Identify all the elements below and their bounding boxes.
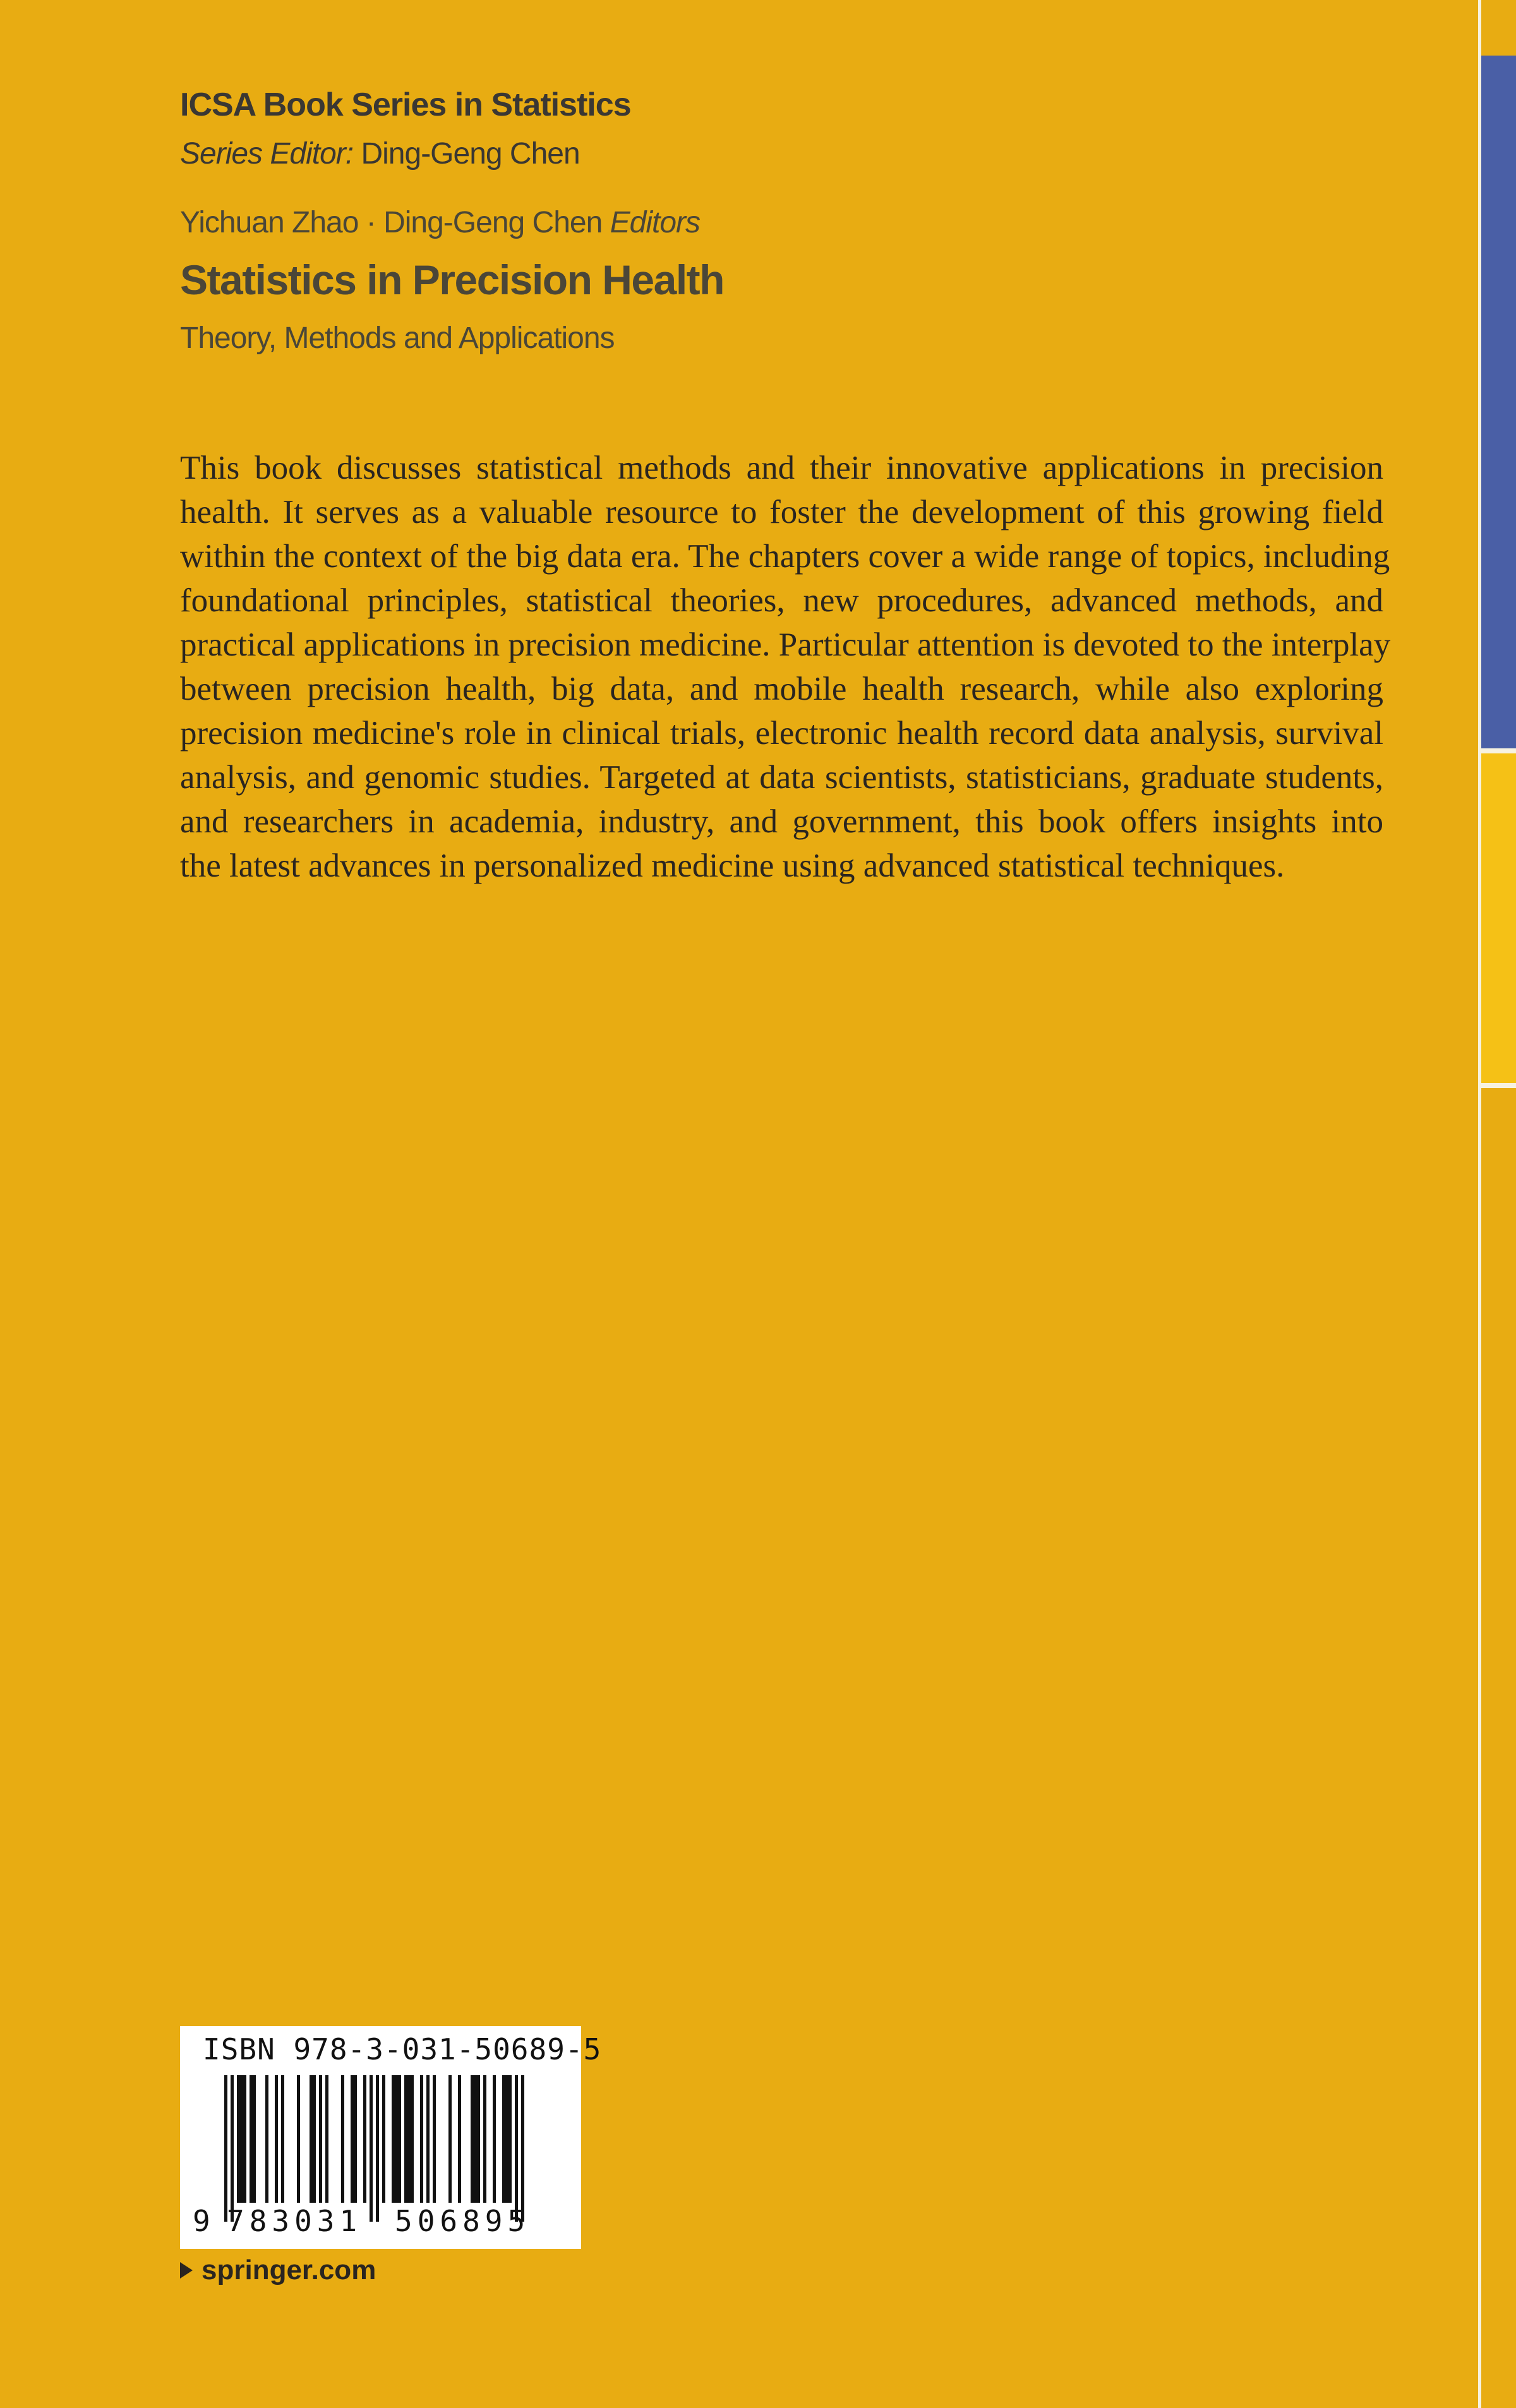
- barcode-bar: [363, 2075, 366, 2203]
- barcode-bar: [433, 2075, 436, 2203]
- barcode-bar: [354, 2075, 357, 2203]
- description-line: analysis, and genomic studies. Targeted at data scientists, statisticians, graduate students,: [180, 759, 1383, 796]
- barcode-bar: [240, 2075, 243, 2203]
- barcode-digits-right: 506895: [395, 2204, 531, 2238]
- spine-blue-band: [1481, 56, 1516, 748]
- barcode-digit-first: 9: [193, 2204, 210, 2238]
- barcode-bar: [275, 2075, 278, 2203]
- spine-divider-bottom: [1481, 1083, 1516, 1088]
- barcode-bar: [477, 2075, 480, 2203]
- barcode-bar: [243, 2075, 246, 2203]
- description-line: health. It serves as a valuable resource to foster the development of this growing field: [180, 494, 1383, 530]
- barcode-bar: [297, 2075, 300, 2203]
- description-line: the latest advances in personalized medicine using advanced statistical techniques.: [180, 848, 1285, 884]
- description-line: foundational principles, statistical theories, new procedures, advanced methods, and: [180, 582, 1383, 619]
- description-line: practical applications in precision medicine. Particular attention is devoted to the interplay: [180, 626, 1391, 663]
- description-line: between precision health, big data, and mobile health research, while also exploring: [180, 671, 1383, 707]
- barcode-guard-bar: [515, 2075, 518, 2222]
- book-description: [180, 446, 1391, 888]
- barcode-bar: [237, 2075, 240, 2203]
- barcode-guard-bar: [224, 2075, 227, 2222]
- barcode-bar: [351, 2075, 354, 2203]
- book-title: Statistics in Precision Health: [180, 256, 724, 303]
- barcode-bar: [471, 2075, 474, 2203]
- barcode-bar: [493, 2075, 496, 2203]
- description-line: This book discusses statistical methods and their innovative applications in precision: [180, 450, 1383, 486]
- barcode-bar: [392, 2075, 395, 2203]
- series-editor: [180, 136, 580, 171]
- barcode-bar: [407, 2075, 411, 2203]
- barcode-bar: [395, 2075, 398, 2203]
- barcode-bar: [426, 2075, 430, 2203]
- description-line: and researchers in academia, industry, and government, this book offers insights into: [180, 803, 1383, 840]
- series-editor-name: Ding-Geng Chen: [361, 137, 580, 171]
- barcode-guard-bar: [370, 2075, 373, 2222]
- barcode-bar: [404, 2075, 407, 2203]
- barcode-bar: [448, 2075, 452, 2203]
- series-editor-label: Series Editor:: [180, 137, 354, 171]
- barcode-bar: [382, 2075, 385, 2203]
- barcode-bar: [341, 2075, 344, 2203]
- barcode-box: [180, 2026, 602, 2249]
- spine-divider-top: [1481, 748, 1516, 753]
- barcode-guard-bar: [521, 2075, 524, 2222]
- barcode-bar: [253, 2075, 256, 2203]
- book-subtitle: Theory, Methods and Applications: [180, 321, 615, 355]
- barcode-bar: [265, 2075, 268, 2203]
- barcode-bar: [250, 2075, 253, 2203]
- publisher-link-label: springer.com: [202, 2255, 376, 2285]
- spine-yellow-band: [1481, 753, 1516, 1083]
- book-editors: [180, 205, 700, 240]
- barcode-guard-bar: [376, 2075, 379, 2222]
- isbn-label: ISBN 978-3-031-50689-5: [203, 2032, 602, 2066]
- barcode-bar: [411, 2075, 414, 2203]
- barcode-bar: [483, 2075, 486, 2203]
- publisher-link[interactable]: [180, 2255, 376, 2286]
- barcode-bar: [319, 2075, 322, 2203]
- editors-role: Editors: [610, 206, 701, 239]
- barcode-bar: [325, 2075, 328, 2203]
- description-line: precision medicine's role in clinical trials, electronic health record data analysis, survival: [180, 715, 1383, 752]
- barcode-bar: [281, 2075, 284, 2203]
- barcode-bar: [310, 2075, 313, 2203]
- editors-names: Yichuan Zhao · Ding-Geng Chen: [180, 206, 603, 239]
- barcode-bar: [313, 2075, 316, 2203]
- barcode-bar: [474, 2075, 477, 2203]
- barcode-bar: [398, 2075, 401, 2203]
- barcode-bar: [502, 2075, 505, 2203]
- barcode-guard-bar: [231, 2075, 234, 2222]
- series-title: ICSA Book Series in Statistics: [180, 87, 631, 123]
- barcode-digits-left: 783031: [227, 2204, 363, 2238]
- barcode-digits: [193, 2204, 572, 2242]
- barcode-bar: [508, 2075, 512, 2203]
- barcode-bar: [505, 2075, 508, 2203]
- barcode-bar: [458, 2075, 461, 2203]
- description-line: within the context of the big data era. The chapters cover a wide range of topics, including: [180, 538, 1390, 575]
- triangle-right-icon: [180, 2262, 193, 2279]
- barcode-bar: [420, 2075, 423, 2203]
